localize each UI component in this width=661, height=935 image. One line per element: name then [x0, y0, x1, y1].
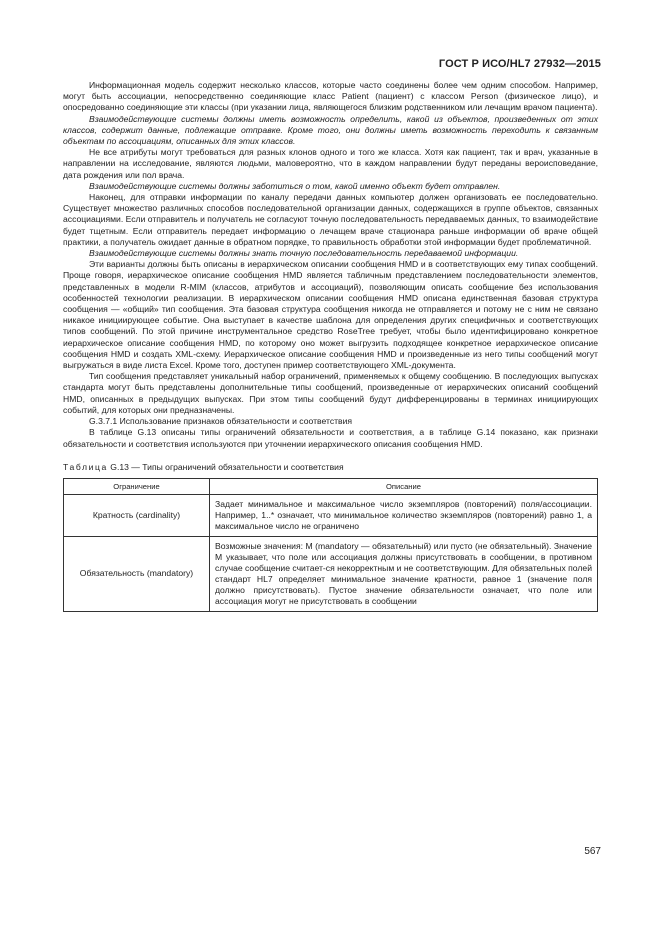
section-heading: G.3.7.1 Использование признаков обязательности и соответствия [89, 416, 353, 427]
table-row [64, 536, 598, 611]
paragraph: Наконец, для отправки информации по каналу передачи данных компьютер должен организовать ее последовательно. Существует множество различных способов последовательной организации данных, содержащихся в группе объектов, связанных ассоциациями. Если отправитель и получатель не согласуют точную последовательность передаваемых данных, то взаимодействие будет тщетным. Если отправитель передает информацию о лечащем враче стационара раньше информации об враче общей практики, а получатель ожидает данные в обратном порядке, то правильность обработки этой информации будет проблематичной. [63, 192, 598, 247]
paragraph: Тип сообщения представляет уникальный набор ограничений, применяемых к общему сообщению. В последующих выпусках стандарта могут быть представлены дополнительные типы сообщений, произведенные от иерархических описаний сообщений HMD, описанных в предыдущих выпусках. При этом типы сообщений будут дифференцированы в терминах инициирующих событий, для которых они предназначены. [63, 371, 598, 415]
page-body [63, 80, 598, 612]
constraint-cell: Кратность (cardinality) [64, 494, 210, 536]
page-number: 567 [584, 846, 601, 857]
document-header: ГОСТ Р ИСО/HL7 27932—2015 [438, 58, 601, 70]
description-cell: Задает минимальное и максимальное число экземпляров (повторений) поля/ассоциации. Например, 1..* означает, что минимальное количество экземпляров (повторений) равно 1, а максимальное число не ограничено [210, 494, 598, 536]
table-caption [63, 462, 598, 473]
constraints-table [63, 478, 598, 612]
paragraph-italic: Взаимодействующие системы должны заботиться о том, какой именно объект будет отправлен. [89, 180, 501, 191]
paragraph: Эти варианты должны быть описаны в иерархическом описании сообщения HMD и в соответствующих ему типах сообщений. Проще говоря, иерархическое описание сообщения HMD является табличным представлением последовательности элементов, представленных в модели R-MIM (классов, атрибутов и ассоциаций), позволяющим описать сообщение без использования особенностей технологии реализации. В иерархическом описании сообщения HMD описана единственная базовая структура сообщения — «общий» тип сообщения. Эта базовая структура сообщения никогда не отправляется и потому не с ним не связано никакое инициирующее событие. Она выступает в качестве шаблона для определения других специфичных и соответствующих типов сообщений. По этой причине инструментальное средство RoseTree требует, чтобы было идентифицировано конкретное иерархическое описание сообщения HMD, по которому оно может выгрузить подходящее конкретное иерархическое описание сообщения HMD и создать XML-схему. Иерархическое описание сообщения HMD и произведенные из него типы сообщений могут выгружаться в виде листа Excel. Кроме того, доступен пример соответствующего XML-документа. [63, 259, 598, 371]
paragraph: В таблице G.13 описаны типы ограничений обязательности и соответствия, а в таблице G.14 показано, как признаки обязательности и соответствия используются при уточнении иерархического описания сообщения HMD. [63, 427, 598, 449]
paragraph-italic: Взаимодействующие системы должны иметь возможность определить, какой из объектов, произведенных от этих классов, содержит данные, подлежащие отправке. Кроме того, они должны иметь возможность переходить к связанным объектам по ассоциациям, описанных для этих классов. [63, 113, 598, 147]
table-caption-text: G.13 — Типы ограничений обязательности и соответствия [107, 461, 344, 472]
paragraph: Не все атрибуты могут требоваться для разных клонов одного и того же класса. Хотя как пациент, так и врач, указанные в направлении на исследование, являются людьми, маловероятно, что в каждом направлении будут переданы вероисповедание, дата рождения или пол врача. [63, 147, 598, 180]
constraint-cell: Обязательность (mandatory) [64, 536, 210, 611]
table-header-row [64, 478, 598, 494]
column-header-description: Описание [210, 478, 598, 494]
column-header-constraint: Ограничение [64, 478, 210, 494]
paragraph: Информационная модель содержит несколько классов, которые часто соединены более чем одним способом. Например, могут быть ассоциации, непосредственно соединяющие класс Patient (пациент) с классом Person (физическое лицо), и опосредованно соединяющие эти классы (при указании лица, являющегося близким родственником или лечащим врачом пациента). [63, 80, 598, 113]
paragraph-italic: Взаимодействующие системы должны знать точную последовательность передаваемой информации. [89, 248, 519, 259]
table-row [64, 494, 598, 536]
description-cell: Возможные значения: М (mandatory — обязательный) или пусто (не обязательный). Значение М указывает, что поле или ассоциация должны присутствовать в сообщении, в противном случае сообщение считает-ся некорректным и не соответствующим. Для обязательных полей стандарт HL7 определяет минимальное значение кратности, равное 1 (значение поля должно присутствовать). Пустое значение обязательности означает, что поле или ассоциация могут не присутствовать в сообщении [210, 536, 598, 611]
table-caption-prefix: Таблица [63, 461, 108, 472]
